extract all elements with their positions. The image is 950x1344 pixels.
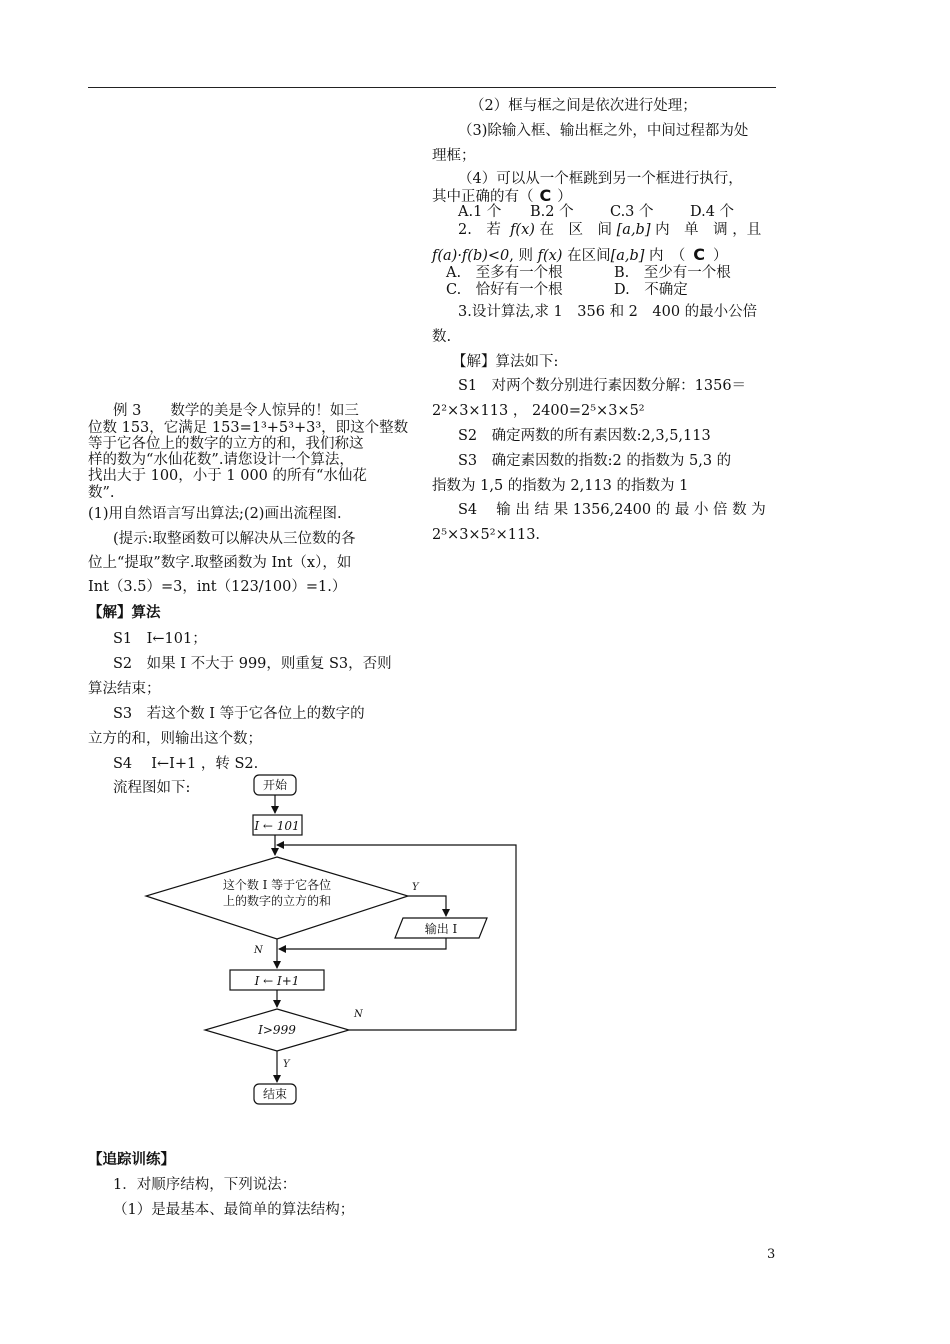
question-2-line2: f(a)·f(b)<0, 则 f(x) 在区间[a,b] 内 （ C ） [432,245,728,264]
step-s3-right: S3 确定素因数的指数:2 的指数为 5,3 的 [458,453,732,469]
statement-3: （3)除输入框、输出框之外，中间过程都为处 [458,123,749,139]
start-terminal [254,775,296,795]
practice-question-1: 1．对顺序结构，下列说法： [113,1177,297,1193]
start-label: 开始 [262,778,288,792]
flowchart-label: 流程图如下: [113,780,191,796]
q2-option-b: B. 至少有一个根 [614,265,731,281]
init-box [253,815,302,835]
condition-2-label: I>999 [258,1023,296,1037]
step-s2-left-cont: 算法结束； [88,681,161,697]
step-s1-right-cont: 2²×3×113 ， 2400=2⁵×3×5² [432,403,645,419]
question-3: 3.设计算法,求 1 356 和 2 400 的最小公倍 [458,304,758,320]
example-3-line2: 位数 153，它满足 153=1³+5³+3³，即这个整数 [88,420,409,436]
step-s2-right: S2 确定两数的所有素因数:2,3,5,113 [458,428,711,444]
yes-label-1: Y [412,882,419,893]
statement-3-cont: 理框； [432,148,476,164]
answer-1: C [539,186,552,205]
practice-statement-1: （1）是最基本、最简单的算法结构； [113,1202,355,1218]
option-d: D.4 个 [690,204,735,220]
question-3-cont: 数. [432,329,452,345]
question-1-stem: 其中正确的有（ C ） [432,186,572,205]
step-s3-right-cont: 指数为 1,5 的指数为 2,113 的指数为 1 [432,478,689,494]
statement-4: （4）可以从一个框跳到另一个框进行执行， [458,171,743,187]
condition-diamond-2 [205,1009,349,1051]
option-c: C.3 个 [610,204,654,220]
step-s4-right-cont: 2⁵×3×5²×113. [432,527,541,543]
no-label-2: N [354,1009,363,1020]
step-s4-right: S4 输 出 结 果 1356,2400 的 最 小 倍 数 为 [458,502,766,518]
condition-1-line2: 上的数字的立方的和 [222,894,332,908]
example-3-line6: 数”. [88,485,115,501]
hint-line3: Int（3.5）=3，int（123/100）=1.） [88,579,347,595]
example-3-line1: 例 3 数学的美是令人惊异的！如三 [113,403,359,419]
solution-heading-left: 【解】算法 [88,604,161,621]
step-s1-right: S1 对两个数分别进行素因数分解：1356＝ [458,378,747,394]
example-3-line4: 样的数为“水仙花数”.请您设计一个算法， [88,452,354,468]
step-s4-left: S4 I←I+1 ，转 S2. [113,756,259,772]
condition-diamond-1 [146,857,408,939]
increment-box [230,970,324,990]
end-label: 结束 [262,1087,288,1101]
statement-2: （2）框与框之间是依次进行处理； [470,98,697,114]
output-box [395,918,487,938]
condition-1-line1: 这个数 I 等于它各位 [222,878,332,892]
solution-heading-right: 【解】算法如下: [452,354,559,370]
q2-option-c: C. 恰好有一个根 [446,282,563,298]
no-label-1: N [254,945,263,956]
step-s3-left-cont: 立方的和，则输出这个数； [88,731,262,747]
page-number: 3 [767,1247,776,1262]
increment-label: I ← I+1 [254,974,300,988]
arrow-output-merge [279,938,446,949]
arrow-loop-back [277,845,516,1030]
yes-label-2: Y [283,1059,290,1070]
example-3-line3: 等于它各位上的数字的立方的和，我们称这 [88,436,364,452]
output-label: 输出 I [424,922,458,936]
example-3-line5: 找出大于 100，小于 1 000 的所有“水仙花 [88,468,367,484]
tracking-practice-heading: 【追踪训练】 [88,1151,175,1168]
step-s1-left: S1 I←101； [113,631,207,647]
end-terminal [254,1084,296,1104]
example-3-task: (1)用自然语言写出算法;(2)画出流程图. [88,506,342,522]
hint-line2: 位上“提取”数字.取整函数为 Int（x），如 [88,555,352,571]
hint-line1: (提示:取整函数可以解决从三位数的各 [113,531,356,547]
q2-option-a: A. 至多有一个根 [446,265,563,281]
question-2-line1: 2. 若 f(x) 在 区 间 [a,b] 内 单 调 ，且 [458,222,762,238]
option-a: A.1 个 [458,204,502,220]
header-rule [88,87,776,88]
arrow-yes-output [408,896,446,916]
q2-option-d: D. 不确定 [614,282,688,298]
answer-2: C [693,245,706,264]
step-s2-left: S2 如果 I 不大于 999，则重复 S3，否则 [113,656,392,672]
option-b: B.2 个 [530,204,574,220]
init-label: I ← 101 [254,819,300,833]
step-s3-left: S3 若这个数 I 等于它各位上的数字的 [113,706,365,722]
